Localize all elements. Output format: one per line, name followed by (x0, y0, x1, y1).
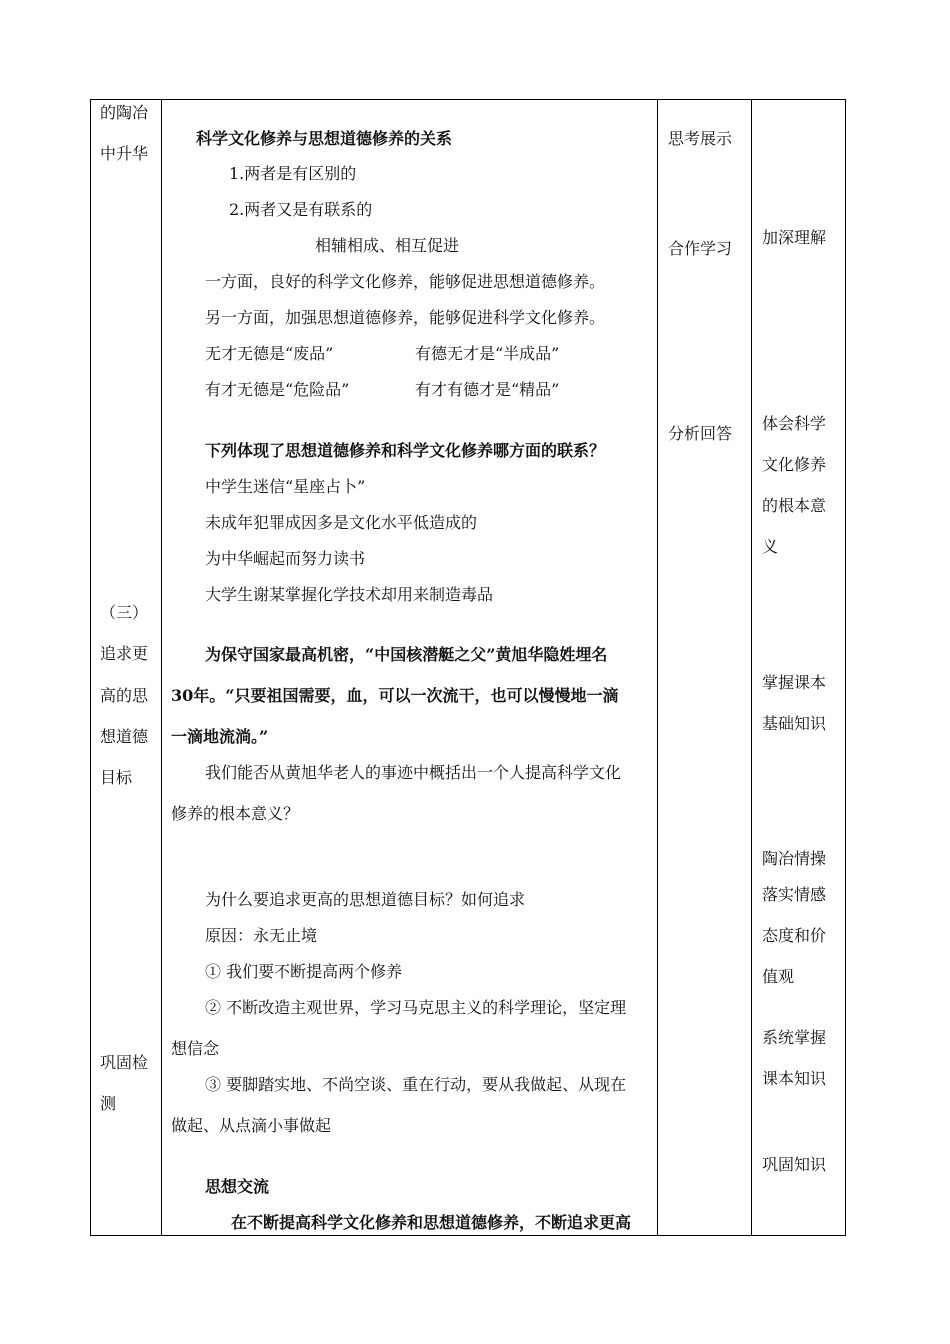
content-item: 1.两者是有区别的 (229, 164, 357, 183)
intent-label: 加深理解 (762, 228, 827, 247)
content-point: ① 我们要不断提高两个修养 (205, 962, 403, 981)
question-option: 中学生迷信“星座占卜” (205, 477, 366, 496)
question-option: 为中华崛起而努力读书 (205, 549, 366, 568)
column-divider-1 (161, 100, 162, 1235)
activity-label: 合作学习 (668, 239, 733, 258)
exchange-text: 在不断提高科学文化修养和思想道德修养，不断追求更高 (231, 1213, 632, 1232)
content-text: 无才无德是“废品” (205, 344, 334, 363)
intent-label: 陶冶情操 (762, 849, 827, 868)
activity-label: 思考展示 (668, 129, 733, 148)
section-title: 想道德 (100, 727, 149, 746)
intent-label: 基础知识 (762, 714, 827, 733)
content-point: ③ 要脚踏实地、不尚空谈、重在行动，要从我做起、从现在 (205, 1075, 627, 1094)
section-title: 目标 (100, 768, 133, 787)
content-text: 一方面，良好的科学文化修养，能够促进思想道德修养。 (205, 272, 606, 291)
content-point: 想信念 (171, 1039, 220, 1058)
content-item: 相辅相成、相互促进 (315, 236, 460, 255)
intent-label: 义 (762, 537, 779, 556)
content-text: 有才无德是“危险品” (205, 380, 350, 399)
content-point: ② 不断改造主观世界，学习马克思主义的科学理论，坚定理 (205, 998, 627, 1017)
activity-label: 分析回答 (668, 424, 733, 443)
question-option: 未成年犯罪成因多是文化水平低造成的 (205, 513, 478, 532)
lesson-table (90, 99, 846, 1236)
story-text: 30年。“只要祖国需要，血，可以一次流干，也可以慢慢地一滴 (171, 686, 619, 705)
exchange-title: 思想交流 (205, 1177, 270, 1196)
content-text: 原因：永无止境 (205, 926, 318, 945)
content-heading: 科学文化修养与思想道德修养的关系 (196, 129, 453, 148)
section-label: 中升华 (100, 144, 149, 163)
column-divider-2 (657, 100, 658, 1235)
column-divider-3 (751, 100, 752, 1235)
story-question: 修养的根本意义？ (171, 804, 300, 823)
intent-label: 态度和价 (762, 926, 827, 945)
question-option: 大学生谢某掌握化学技术却用来制造毒品 (205, 585, 494, 604)
intent-label: 体会科学 (762, 414, 827, 433)
intent-label: 掌握课本 (762, 673, 827, 692)
section-title: 追求更 (100, 644, 149, 663)
section-number: （三） (100, 603, 149, 622)
intent-label: 值观 (762, 967, 795, 986)
content-point: 做起、从点滴小事做起 (171, 1116, 332, 1135)
intent-label: 巩固知识 (762, 1155, 827, 1174)
story-text: 一滴地流淌。” (171, 727, 269, 746)
content-text: 另一方面，加强思想道德修养，能够促进科学文化修养。 (205, 308, 606, 327)
section-label: 的陶冶 (100, 103, 149, 122)
section-label: 测 (100, 1094, 117, 1113)
intent-label: 落实情感 (762, 885, 827, 904)
content-text: 有才有德才是“精品” (415, 380, 560, 399)
intent-label: 文化修养 (762, 455, 827, 474)
section-label: 巩固检 (100, 1053, 149, 1072)
story-text: 为保守国家最高机密，“中国核潜艇之父”黄旭华隐姓埋名 (205, 645, 608, 664)
content-text: 为什么要追求更高的思想道德目标？如何追求 (205, 890, 526, 909)
intent-label: 系统掌握 (762, 1028, 827, 1047)
content-text: 有德无才是“半成品” (415, 344, 560, 363)
story-question: 我们能否从黄旭华老人的事迹中概括出一个人提高科学文化 (205, 763, 622, 782)
intent-label: 课本知识 (762, 1069, 827, 1088)
intent-label: 的根本意 (762, 496, 827, 515)
content-item: 2.两者又是有联系的 (229, 200, 373, 219)
section-title: 高的思 (100, 686, 149, 705)
question-heading: 下列体现了思想道德修养和科学文化修养哪方面的联系？ (205, 441, 606, 460)
